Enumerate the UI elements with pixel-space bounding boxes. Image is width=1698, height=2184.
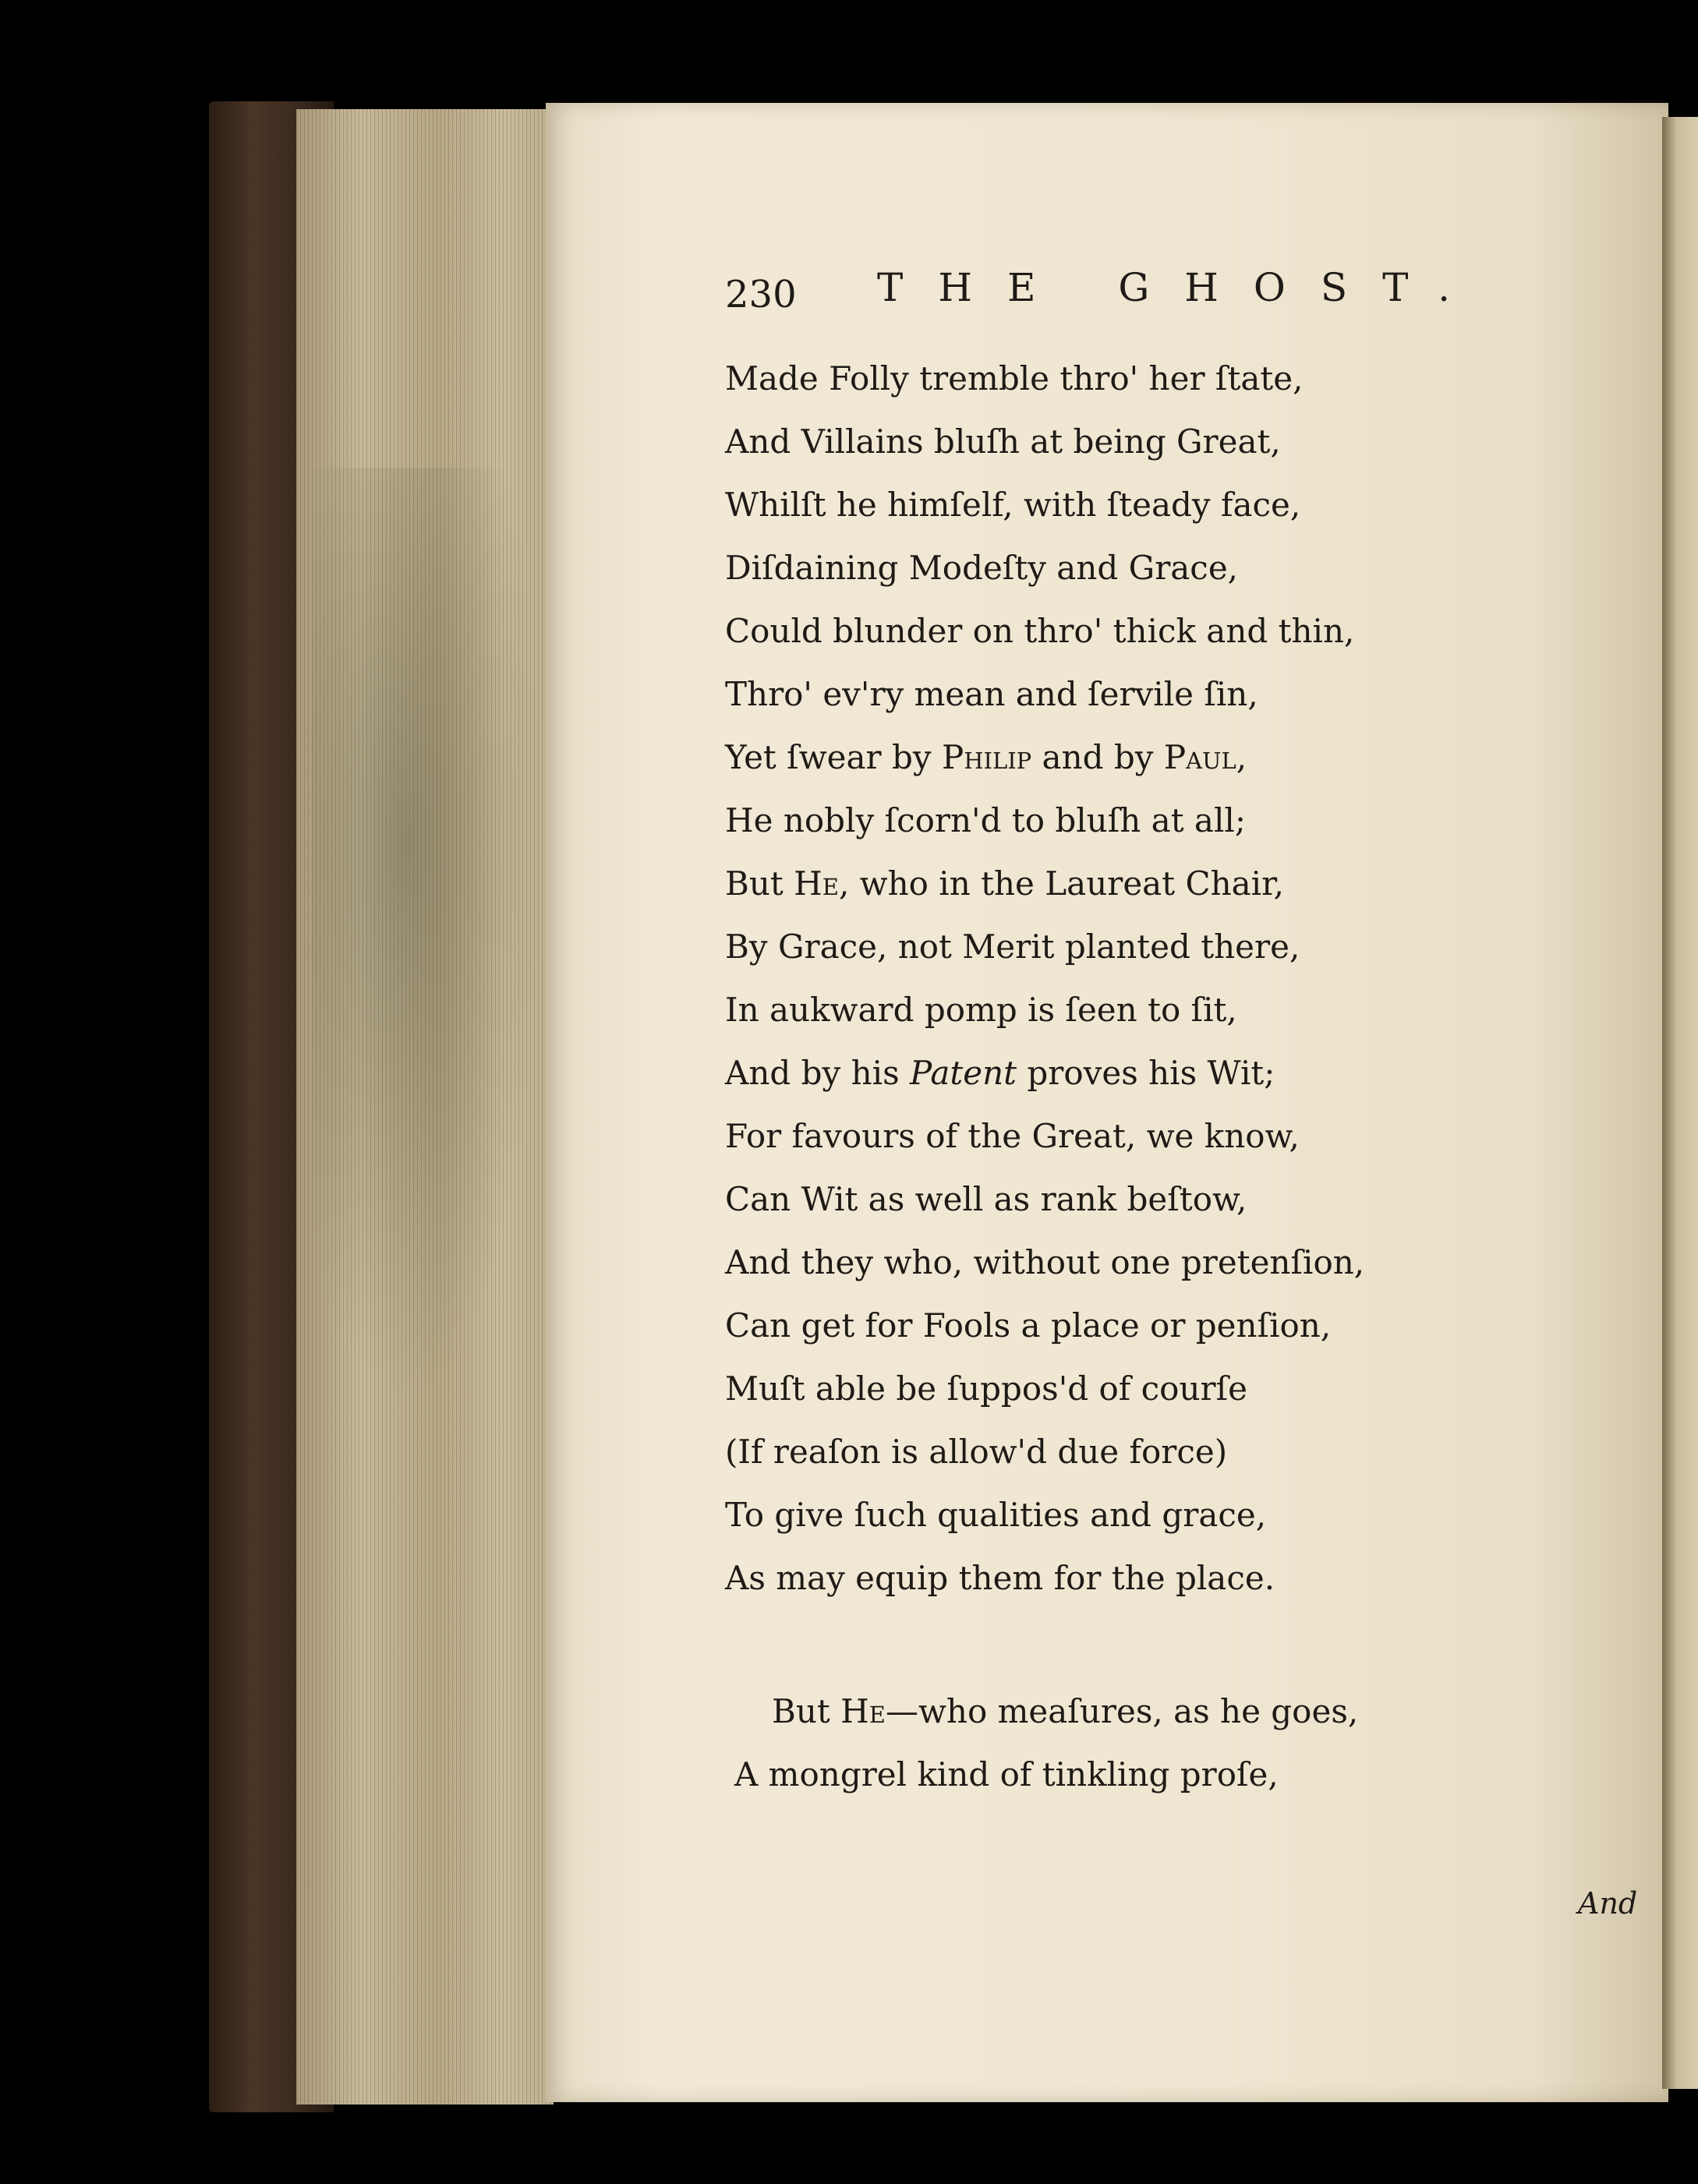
verse-line: Could blunder on thro' thick and thin, (725, 612, 1355, 650)
verse-line: Can get for Fools a place or penſion, (725, 1306, 1332, 1345)
stanza-1 (725, 347, 1364, 1610)
facing-page-edge (1662, 117, 1698, 2089)
verse-text: Yet ſwear by (725, 738, 942, 776)
verse-line (725, 1041, 1364, 1104)
page-edges-stain (312, 468, 546, 1403)
verse-name-he: He (840, 1692, 886, 1730)
verse-text: But (772, 1692, 841, 1730)
verse-line: By Grace, not Merit planted there, (725, 928, 1300, 966)
running-head (725, 265, 1598, 327)
verse-text: And by his (725, 1054, 910, 1092)
running-title: THE GHOST. (877, 265, 1486, 310)
verse-name-paul: Paul, (1163, 738, 1247, 776)
verse-line: As may equip them for the place. (725, 1559, 1275, 1597)
verse-line: Can Wit as well as rank beſtow, (725, 1180, 1247, 1218)
verse-line: And Villains bluſh at being Great, (725, 422, 1281, 461)
verse-text: But (725, 864, 794, 903)
verse-line: To give ſuch qualities and grace, (725, 1496, 1267, 1534)
verse-line: Muſt able be ſuppos'd of courſe (725, 1369, 1247, 1408)
verse-line (725, 726, 1364, 789)
stanza-2 (725, 1680, 1358, 1806)
verse-line: Whilſt he himſelf, with ſteady face, (725, 486, 1301, 524)
verse-name-philip: Philip (941, 738, 1032, 776)
verse-line: And they who, without one pretenſion, (725, 1243, 1365, 1281)
verse-text: proves his Wit; (1017, 1054, 1275, 1092)
verse-line: (If reaſon is allow'd due force) (725, 1433, 1228, 1471)
verse-line: Diſdaining Modeſty and Grace, (725, 549, 1239, 587)
verse-line: Thro' ev'ry mean and ſervile ſin, (725, 675, 1258, 713)
verse-line: A mongrel kind of tinkling proſe, (734, 1755, 1279, 1793)
verse-line: He nobly ſcorn'd to bluſh at all; (725, 801, 1246, 839)
page-number: 230 (725, 273, 797, 316)
verse-text: and by (1031, 738, 1164, 776)
verse-line (725, 852, 1364, 915)
verse-text: who in the Laureat Chair, (849, 864, 1284, 903)
verse-line: For favours of the Great, we know, (725, 1117, 1300, 1155)
verse-name-he: He, (794, 864, 850, 903)
verse-line: Made Folly tremble thro' her ſtate, (725, 359, 1304, 398)
verse-text: —who meaſures, as he goes, (885, 1692, 1359, 1730)
verse-italic-patent: Patent (909, 1054, 1017, 1092)
catchword: And (1578, 1886, 1638, 1921)
verse-line (725, 1680, 1358, 1743)
verse-line: In aukward pomp is ſeen to ſit, (725, 991, 1237, 1029)
